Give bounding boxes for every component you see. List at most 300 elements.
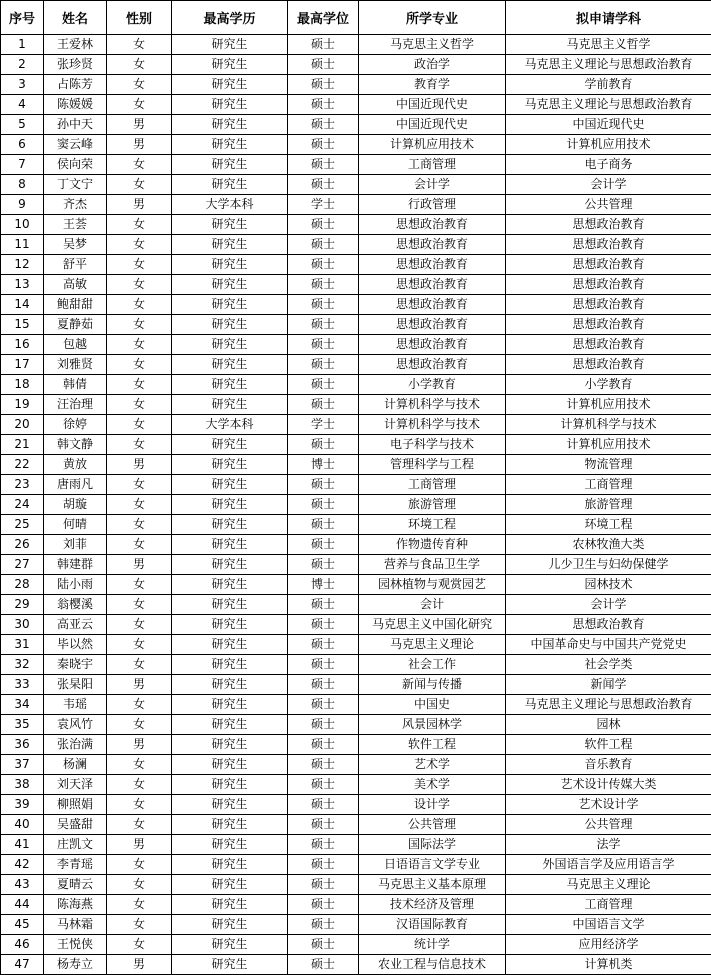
- table-row: [1, 155, 711, 175]
- table-row: [1, 435, 711, 455]
- cell-name: 韩文静: [44, 435, 107, 455]
- cell-education: 研究生: [172, 455, 288, 475]
- cell-education: 大学本科: [172, 415, 288, 435]
- cell-gender: 女: [107, 535, 172, 555]
- cell-index: 1: [1, 35, 44, 55]
- cell-applied-discipline: 马克思主义理论与思想政治教育: [506, 55, 711, 75]
- cell-degree: 硕士: [288, 835, 359, 855]
- cell-education: 研究生: [172, 375, 288, 395]
- cell-education: 研究生: [172, 895, 288, 915]
- cell-name: 庄凯文: [44, 835, 107, 855]
- cell-index: 19: [1, 395, 44, 415]
- cell-name: 王爱林: [44, 35, 107, 55]
- cell-index: 25: [1, 515, 44, 535]
- cell-gender: 女: [107, 695, 172, 715]
- cell-education: 研究生: [172, 475, 288, 495]
- cell-name: 王荟: [44, 215, 107, 235]
- cell-degree: 硕士: [288, 135, 359, 155]
- cell-major: 思想政治教育: [359, 215, 506, 235]
- cell-major: 设计学: [359, 795, 506, 815]
- cell-index: 27: [1, 555, 44, 575]
- table-row: [1, 55, 711, 75]
- cell-gender: 女: [107, 335, 172, 355]
- table-header: [1, 1, 711, 35]
- table-row: [1, 415, 711, 435]
- cell-major: 中国史: [359, 695, 506, 715]
- table-row: [1, 95, 711, 115]
- table-row: [1, 135, 711, 155]
- cell-education: 研究生: [172, 575, 288, 595]
- cell-education: 研究生: [172, 275, 288, 295]
- table-row: [1, 35, 711, 55]
- table-row: [1, 935, 711, 955]
- cell-major: 新闻与传播: [359, 675, 506, 695]
- cell-education: 研究生: [172, 135, 288, 155]
- cell-name: 李青瑶: [44, 855, 107, 875]
- cell-index: 29: [1, 595, 44, 615]
- cell-applied-discipline: 艺术设计学: [506, 795, 711, 815]
- cell-degree: 硕士: [288, 115, 359, 135]
- cell-index: 44: [1, 895, 44, 915]
- cell-name: 刘菲: [44, 535, 107, 555]
- header-index: 序号: [1, 1, 44, 35]
- cell-name: 袁风竹: [44, 715, 107, 735]
- header-row: [1, 1, 711, 35]
- cell-degree: 硕士: [288, 315, 359, 335]
- cell-degree: 硕士: [288, 615, 359, 635]
- cell-index: 8: [1, 175, 44, 195]
- table-row: [1, 715, 711, 735]
- cell-degree: 硕士: [288, 935, 359, 955]
- cell-index: 41: [1, 835, 44, 855]
- cell-index: 12: [1, 255, 44, 275]
- cell-major: 思想政治教育: [359, 295, 506, 315]
- cell-major: 马克思主义理论: [359, 635, 506, 655]
- cell-name: 秦晓宇: [44, 655, 107, 675]
- cell-degree: 硕士: [288, 555, 359, 575]
- cell-degree: 硕士: [288, 55, 359, 75]
- cell-major: 会计学: [359, 175, 506, 195]
- cell-gender: 女: [107, 775, 172, 795]
- cell-degree: 硕士: [288, 595, 359, 615]
- cell-index: 35: [1, 715, 44, 735]
- table-row: [1, 75, 711, 95]
- cell-major: 会计: [359, 595, 506, 615]
- cell-major: 环境工程: [359, 515, 506, 535]
- table-row: [1, 515, 711, 535]
- cell-major: 日语语言文学专业: [359, 855, 506, 875]
- cell-index: 47: [1, 955, 44, 975]
- cell-gender: 女: [107, 35, 172, 55]
- cell-index: 7: [1, 155, 44, 175]
- cell-name: 夏静茹: [44, 315, 107, 335]
- header-education: 最高学历: [172, 1, 288, 35]
- cell-gender: 男: [107, 555, 172, 575]
- cell-gender: 女: [107, 575, 172, 595]
- cell-gender: 女: [107, 175, 172, 195]
- cell-gender: 男: [107, 195, 172, 215]
- cell-gender: 女: [107, 615, 172, 635]
- cell-name: 吴梦: [44, 235, 107, 255]
- cell-gender: 女: [107, 655, 172, 675]
- cell-applied-discipline: 中国革命史与中国共产党党史: [506, 635, 711, 655]
- cell-index: 40: [1, 815, 44, 835]
- cell-degree: 博士: [288, 455, 359, 475]
- table-row: [1, 475, 711, 495]
- cell-degree: 硕士: [288, 895, 359, 915]
- table-row: [1, 235, 711, 255]
- table-row: [1, 455, 711, 475]
- cell-degree: 硕士: [288, 515, 359, 535]
- cell-degree: 硕士: [288, 335, 359, 355]
- cell-gender: 女: [107, 475, 172, 495]
- table-row: [1, 955, 711, 975]
- cell-education: 研究生: [172, 215, 288, 235]
- cell-index: 45: [1, 915, 44, 935]
- table-row: [1, 115, 711, 135]
- cell-education: 研究生: [172, 875, 288, 895]
- cell-degree: 硕士: [288, 495, 359, 515]
- cell-gender: 女: [107, 435, 172, 455]
- cell-name: 翁樱溪: [44, 595, 107, 615]
- cell-gender: 男: [107, 675, 172, 695]
- cell-major: 旅游管理: [359, 495, 506, 515]
- cell-education: 研究生: [172, 755, 288, 775]
- cell-gender: 男: [107, 115, 172, 135]
- cell-degree: 硕士: [288, 95, 359, 115]
- table-row: [1, 395, 711, 415]
- cell-name: 杨寿立: [44, 955, 107, 975]
- cell-degree: 硕士: [288, 535, 359, 555]
- cell-name: 鲍甜甜: [44, 295, 107, 315]
- cell-applied-discipline: 会计学: [506, 595, 711, 615]
- cell-index: 38: [1, 775, 44, 795]
- cell-major: 国际法学: [359, 835, 506, 855]
- cell-index: 11: [1, 235, 44, 255]
- cell-applied-discipline: 马克思主义理论与思想政治教育: [506, 95, 711, 115]
- table-row: [1, 255, 711, 275]
- cell-degree: 硕士: [288, 755, 359, 775]
- cell-major: 计算机应用技术: [359, 135, 506, 155]
- cell-index: 13: [1, 275, 44, 295]
- cell-index: 5: [1, 115, 44, 135]
- cell-name: 陈媛媛: [44, 95, 107, 115]
- cell-education: 研究生: [172, 855, 288, 875]
- cell-index: 31: [1, 635, 44, 655]
- cell-name: 陈海燕: [44, 895, 107, 915]
- cell-index: 20: [1, 415, 44, 435]
- cell-name: 汪治理: [44, 395, 107, 415]
- cell-applied-discipline: 思想政治教育: [506, 235, 711, 255]
- cell-major: 风景园林学: [359, 715, 506, 735]
- cell-applied-discipline: 软件工程: [506, 735, 711, 755]
- cell-degree: 硕士: [288, 35, 359, 55]
- cell-applied-discipline: 法学: [506, 835, 711, 855]
- cell-gender: 女: [107, 635, 172, 655]
- cell-gender: 女: [107, 375, 172, 395]
- cell-major: 工商管理: [359, 475, 506, 495]
- table-row: [1, 595, 711, 615]
- cell-education: 研究生: [172, 235, 288, 255]
- cell-gender: 女: [107, 75, 172, 95]
- cell-education: 研究生: [172, 255, 288, 275]
- cell-major: 艺术学: [359, 755, 506, 775]
- cell-gender: 女: [107, 855, 172, 875]
- cell-degree: 硕士: [288, 475, 359, 495]
- cell-major: 园林植物与观赏园艺: [359, 575, 506, 595]
- cell-applied-discipline: 计算机应用技术: [506, 395, 711, 415]
- cell-major: 管理科学与工程: [359, 455, 506, 475]
- cell-index: 4: [1, 95, 44, 115]
- cell-name: 杨澜: [44, 755, 107, 775]
- cell-major: 中国近现代史: [359, 115, 506, 135]
- cell-education: 研究生: [172, 115, 288, 135]
- cell-applied-discipline: 会计学: [506, 175, 711, 195]
- cell-education: 研究生: [172, 595, 288, 615]
- cell-degree: 硕士: [288, 255, 359, 275]
- cell-applied-discipline: 社会学类: [506, 655, 711, 675]
- table-row: [1, 375, 711, 395]
- cell-major: 营养与食品卫生学: [359, 555, 506, 575]
- cell-index: 3: [1, 75, 44, 95]
- cell-name: 刘雅贤: [44, 355, 107, 375]
- cell-index: 9: [1, 195, 44, 215]
- cell-education: 研究生: [172, 935, 288, 955]
- table-row: [1, 815, 711, 835]
- cell-education: 研究生: [172, 495, 288, 515]
- cell-education: 研究生: [172, 355, 288, 375]
- cell-applied-discipline: 新闻学: [506, 675, 711, 695]
- cell-name: 徐婷: [44, 415, 107, 435]
- header-major: 所学专业: [359, 1, 506, 35]
- cell-degree: 硕士: [288, 955, 359, 975]
- cell-index: 15: [1, 315, 44, 335]
- cell-applied-discipline: 艺术设计传媒大类: [506, 775, 711, 795]
- cell-applied-discipline: 工商管理: [506, 895, 711, 915]
- cell-name: 何晴: [44, 515, 107, 535]
- cell-name: 刘天泽: [44, 775, 107, 795]
- cell-education: 研究生: [172, 615, 288, 635]
- cell-major: 马克思主义哲学: [359, 35, 506, 55]
- table-row: [1, 275, 711, 295]
- cell-name: 王悦侠: [44, 935, 107, 955]
- cell-education: 研究生: [172, 675, 288, 695]
- cell-education: 研究生: [172, 175, 288, 195]
- cell-index: 22: [1, 455, 44, 475]
- cell-applied-discipline: 计算机类: [506, 955, 711, 975]
- cell-education: 研究生: [172, 655, 288, 675]
- cell-gender: 女: [107, 95, 172, 115]
- cell-gender: 女: [107, 415, 172, 435]
- table-row: [1, 555, 711, 575]
- table-row: [1, 195, 711, 215]
- cell-major: 技术经济及管理: [359, 895, 506, 915]
- cell-degree: 硕士: [288, 635, 359, 655]
- cell-degree: 学士: [288, 195, 359, 215]
- cell-index: 2: [1, 55, 44, 75]
- cell-degree: 硕士: [288, 775, 359, 795]
- cell-education: 研究生: [172, 555, 288, 575]
- header-name: 姓名: [44, 1, 107, 35]
- cell-applied-discipline: 农林牧渔大类: [506, 535, 711, 555]
- cell-applied-discipline: 儿少卫生与妇幼保健学: [506, 555, 711, 575]
- cell-applied-discipline: 马克思主义理论: [506, 875, 711, 895]
- table-row: [1, 835, 711, 855]
- cell-major: 软件工程: [359, 735, 506, 755]
- cell-name: 窦云峰: [44, 135, 107, 155]
- cell-applied-discipline: 马克思主义哲学: [506, 35, 711, 55]
- cell-index: 36: [1, 735, 44, 755]
- table-row: [1, 495, 711, 515]
- cell-major: 思想政治教育: [359, 275, 506, 295]
- cell-gender: 女: [107, 515, 172, 535]
- cell-name: 马林霜: [44, 915, 107, 935]
- cell-name: 韩倩: [44, 375, 107, 395]
- cell-gender: 女: [107, 155, 172, 175]
- cell-index: 24: [1, 495, 44, 515]
- cell-applied-discipline: 园林: [506, 715, 711, 735]
- cell-gender: 女: [107, 915, 172, 935]
- cell-name: 侯向荣: [44, 155, 107, 175]
- cell-index: 28: [1, 575, 44, 595]
- cell-name: 柳照娟: [44, 795, 107, 815]
- cell-gender: 女: [107, 315, 172, 335]
- cell-degree: 硕士: [288, 735, 359, 755]
- cell-index: 18: [1, 375, 44, 395]
- cell-major: 思想政治教育: [359, 255, 506, 275]
- cell-major: 工商管理: [359, 155, 506, 175]
- cell-major: 计算机科学与技术: [359, 415, 506, 435]
- cell-gender: 女: [107, 235, 172, 255]
- cell-degree: 硕士: [288, 295, 359, 315]
- cell-major: 农业工程与信息技术: [359, 955, 506, 975]
- cell-gender: 女: [107, 495, 172, 515]
- cell-applied-discipline: 学前教育: [506, 75, 711, 95]
- cell-applied-discipline: 外国语言学及应用语言学: [506, 855, 711, 875]
- cell-major: 思想政治教育: [359, 315, 506, 335]
- cell-name: 吴盛甜: [44, 815, 107, 835]
- cell-degree: 硕士: [288, 175, 359, 195]
- cell-major: 社会工作: [359, 655, 506, 675]
- cell-gender: 女: [107, 595, 172, 615]
- cell-major: 小学教育: [359, 375, 506, 395]
- cell-applied-discipline: 工商管理: [506, 475, 711, 495]
- cell-applied-discipline: 应用经济学: [506, 935, 711, 955]
- cell-name: 韦瑶: [44, 695, 107, 715]
- cell-applied-discipline: 思想政治教育: [506, 355, 711, 375]
- cell-degree: 硕士: [288, 695, 359, 715]
- cell-gender: 男: [107, 955, 172, 975]
- cell-major: 政治学: [359, 55, 506, 75]
- cell-gender: 女: [107, 395, 172, 415]
- cell-name: 孙中天: [44, 115, 107, 135]
- cell-degree: 硕士: [288, 75, 359, 95]
- cell-index: 10: [1, 215, 44, 235]
- cell-education: 研究生: [172, 735, 288, 755]
- cell-name: 毕以然: [44, 635, 107, 655]
- cell-education: 研究生: [172, 535, 288, 555]
- cell-index: 39: [1, 795, 44, 815]
- header-gender: 性别: [107, 1, 172, 35]
- cell-education: 研究生: [172, 75, 288, 95]
- cell-gender: 女: [107, 795, 172, 815]
- cell-name: 高敏: [44, 275, 107, 295]
- cell-name: 张治满: [44, 735, 107, 755]
- cell-index: 14: [1, 295, 44, 315]
- cell-applied-discipline: 思想政治教育: [506, 275, 711, 295]
- cell-gender: 女: [107, 935, 172, 955]
- cell-gender: 女: [107, 55, 172, 75]
- cell-applied-discipline: 思想政治教育: [506, 335, 711, 355]
- cell-major: 马克思主义中国化研究: [359, 615, 506, 635]
- cell-major: 思想政治教育: [359, 235, 506, 255]
- table-row: [1, 695, 711, 715]
- cell-degree: 硕士: [288, 655, 359, 675]
- cell-education: 研究生: [172, 315, 288, 335]
- cell-applied-discipline: 音乐教育: [506, 755, 711, 775]
- cell-degree: 硕士: [288, 235, 359, 255]
- cell-degree: 学士: [288, 415, 359, 435]
- cell-major: 行政管理: [359, 195, 506, 215]
- table-row: [1, 875, 711, 895]
- cell-degree: 硕士: [288, 675, 359, 695]
- cell-degree: 硕士: [288, 215, 359, 235]
- cell-degree: 硕士: [288, 795, 359, 815]
- cell-education: 研究生: [172, 35, 288, 55]
- cell-major: 作物遗传育种: [359, 535, 506, 555]
- table-row: [1, 175, 711, 195]
- cell-education: 研究生: [172, 635, 288, 655]
- table-row: [1, 635, 711, 655]
- cell-index: 17: [1, 355, 44, 375]
- cell-name: 占陈芳: [44, 75, 107, 95]
- cell-education: 研究生: [172, 435, 288, 455]
- cell-index: 21: [1, 435, 44, 455]
- cell-applied-discipline: 计算机应用技术: [506, 435, 711, 455]
- cell-index: 26: [1, 535, 44, 555]
- table-row: [1, 315, 711, 335]
- cell-gender: 女: [107, 295, 172, 315]
- cell-major: 中国近现代史: [359, 95, 506, 115]
- cell-gender: 女: [107, 895, 172, 915]
- table-row: [1, 355, 711, 375]
- cell-name: 陆小雨: [44, 575, 107, 595]
- cell-major: 美术学: [359, 775, 506, 795]
- cell-index: 30: [1, 615, 44, 635]
- cell-index: 37: [1, 755, 44, 775]
- cell-education: 研究生: [172, 715, 288, 735]
- cell-major: 教育学: [359, 75, 506, 95]
- cell-major: 马克思主义基本原理: [359, 875, 506, 895]
- cell-applied-discipline: 公共管理: [506, 815, 711, 835]
- cell-name: 高亚云: [44, 615, 107, 635]
- cell-name: 唐雨凡: [44, 475, 107, 495]
- cell-degree: 硕士: [288, 435, 359, 455]
- table-row: [1, 215, 711, 235]
- cell-education: 研究生: [172, 295, 288, 315]
- cell-index: 43: [1, 875, 44, 895]
- cell-education: 大学本科: [172, 195, 288, 215]
- cell-gender: 女: [107, 755, 172, 775]
- cell-degree: 硕士: [288, 815, 359, 835]
- cell-name: 齐杰: [44, 195, 107, 215]
- table-row: [1, 535, 711, 555]
- cell-major: 计算机科学与技术: [359, 395, 506, 415]
- table-row: [1, 335, 711, 355]
- cell-index: 33: [1, 675, 44, 695]
- cell-index: 16: [1, 335, 44, 355]
- cell-education: 研究生: [172, 335, 288, 355]
